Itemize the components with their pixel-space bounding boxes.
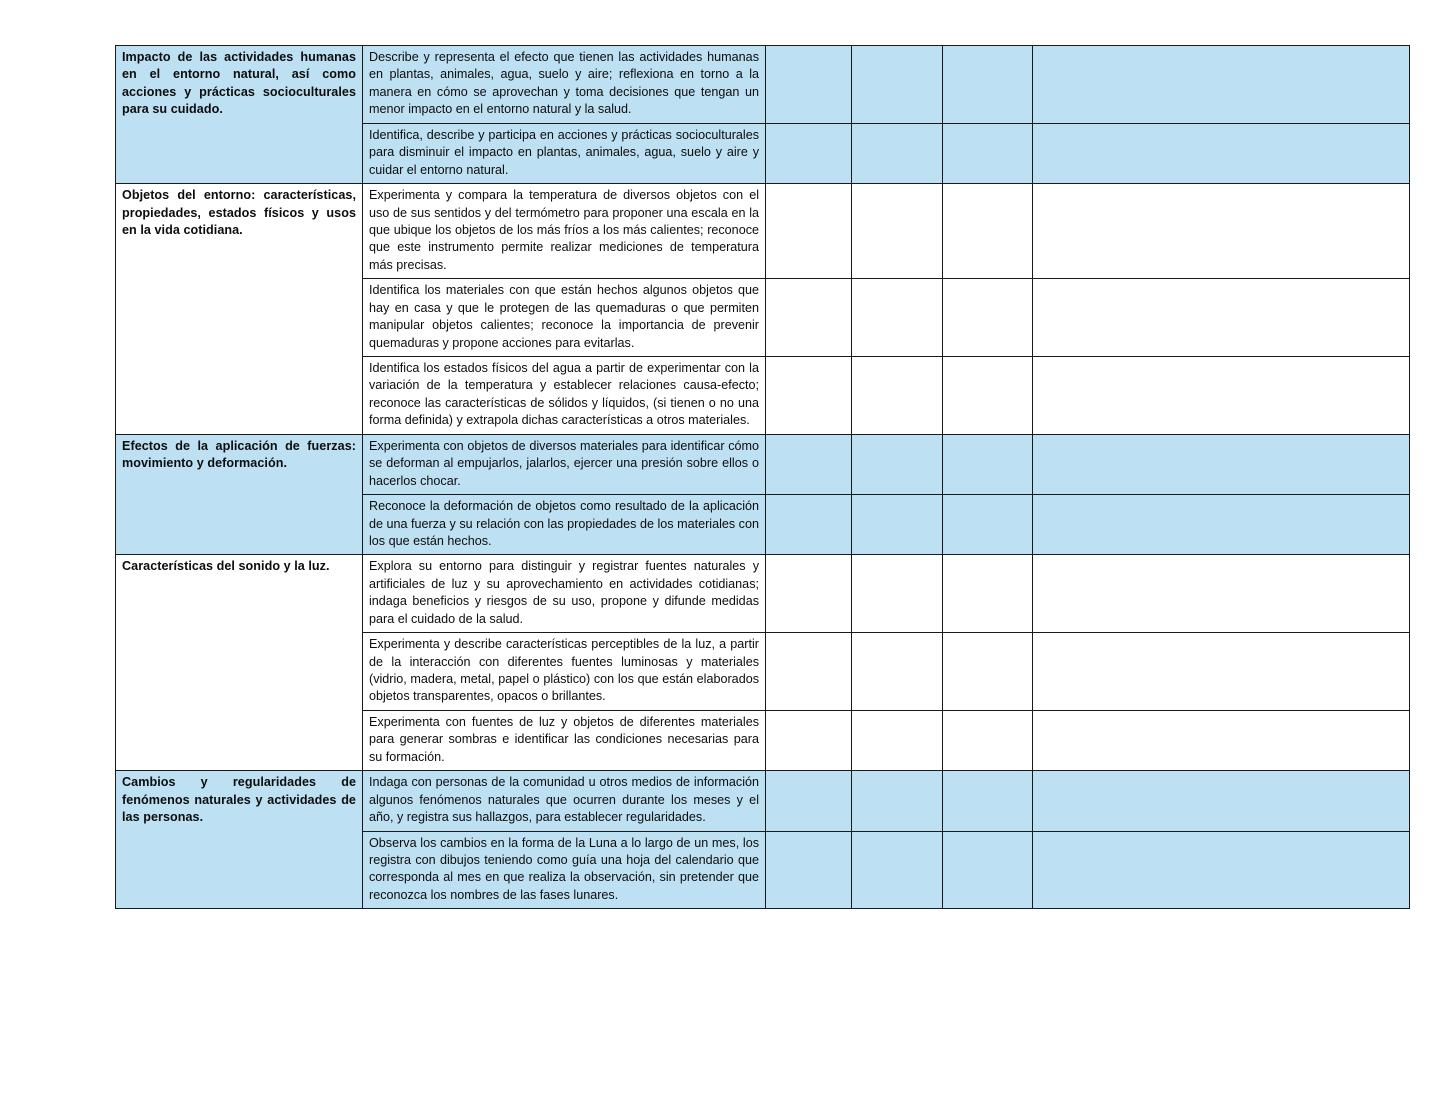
empty-cell-col3[interactable] (766, 357, 852, 435)
learning-cell: Identifica los materiales con que están hechos algunos objetos que hay en casa y que le protegen de las quemaduras o que permiten manipular objetos calientes; reconoce la importancia de prevenir quemaduras y propone acciones para evitarlas. (363, 279, 766, 357)
empty-cell-col3[interactable] (766, 495, 852, 555)
empty-cell-col4[interactable] (852, 123, 943, 183)
learning-cell: Experimenta y compara la temperatura de diversos objetos con el uso de sus sentidos y del termómetro para proponer una escala en la que ubique los objetos de los más fríos a los más calientes; reconoce que este instrumento permite realizar mediciones de temperatura más precisas. (363, 184, 766, 279)
theme-cell-sonido-luz (116, 555, 363, 771)
learning-cell: Experimenta y describe características perceptibles de la luz, a partir de la interacción con diferentes fuentes luminosas y materiales (vidrio, madera, metal, papel o plástico) con los que están elaborados objetos transparentes, opacos o brillantes. (363, 633, 766, 711)
learning-cell: Reconoce la deformación de objetos como resultado de la aplicación de una fuerza y su relación con las propiedades de los materiales con los que están hechos. (363, 495, 766, 555)
empty-cell-col4[interactable] (852, 279, 943, 357)
empty-cell-col5[interactable] (943, 184, 1033, 279)
empty-cell-col6[interactable] (1033, 357, 1410, 435)
empty-cell-col6[interactable] (1033, 123, 1410, 183)
empty-cell-col5[interactable] (943, 495, 1033, 555)
empty-cell-col6[interactable] (1033, 279, 1410, 357)
empty-cell-col5[interactable] (943, 710, 1033, 770)
empty-cell-col4[interactable] (852, 434, 943, 494)
theme-label: Efectos de la aplicación de fuerzas: movimiento y deformación. (122, 438, 356, 471)
empty-cell-col5[interactable] (943, 771, 1033, 831)
theme-cell-cambios (116, 771, 363, 909)
empty-cell-col6[interactable] (1033, 46, 1410, 124)
table-row (116, 434, 1410, 494)
empty-cell-col5[interactable] (943, 831, 1033, 909)
empty-cell-col4[interactable] (852, 357, 943, 435)
empty-cell-col3[interactable] (766, 184, 852, 279)
empty-cell-col6[interactable] (1033, 771, 1410, 831)
empty-cell-col6[interactable] (1033, 633, 1410, 711)
empty-cell-col3[interactable] (766, 633, 852, 711)
learning-cell: Identifica los estados físicos del agua a partir de experimentar con la variación de la temperatura y establecer relaciones causa-efecto; reconoce las características de sólidos y líquidos, (si tienen o no una forma definida) y extrapola dichas características a otros materiales. (363, 357, 766, 435)
theme-cell-objetos (116, 184, 363, 435)
empty-cell-col3[interactable] (766, 771, 852, 831)
table-row (116, 555, 1410, 633)
empty-cell-col3[interactable] (766, 831, 852, 909)
empty-cell-col5[interactable] (943, 555, 1033, 633)
empty-cell-col4[interactable] (852, 184, 943, 279)
learning-cell: Experimenta con objetos de diversos materiales para identificar cómo se deforman al empujarlos, jalarlos, ejercer una presión sobre ellos o hacerlos chocar. (363, 434, 766, 494)
learning-cell: Explora su entorno para distinguir y registrar fuentes naturales y artificiales de luz y su aprovechamiento en actividades cotidianas; indaga beneficios y riesgos de su uso, propone y difunde medidas para el cuidado de la salud. (363, 555, 766, 633)
table-row (116, 46, 1410, 124)
theme-label: Impacto de las actividades humanas en el entorno natural, así como acciones y prácticas socioculturales para su cuidado. (122, 50, 356, 117)
theme-cell-impacto (116, 46, 363, 184)
empty-cell-col5[interactable] (943, 357, 1033, 435)
empty-cell-col4[interactable] (852, 46, 943, 124)
empty-cell-col5[interactable] (943, 279, 1033, 357)
empty-cell-col3[interactable] (766, 123, 852, 183)
empty-cell-col6[interactable] (1033, 495, 1410, 555)
empty-cell-col6[interactable] (1033, 434, 1410, 494)
empty-cell-col6[interactable] (1033, 184, 1410, 279)
learning-cell: Experimenta con fuentes de luz y objetos de diferentes materiales para generar sombras e identificar las condiciones necesarias para su formación. (363, 710, 766, 770)
empty-cell-col4[interactable] (852, 633, 943, 711)
empty-cell-col4[interactable] (852, 710, 943, 770)
learning-cell: Indaga con personas de la comunidad u otros medios de información algunos fenómenos naturales que ocurren durante los meses y el año, y registra sus hallazgos, para establecer regularidades. (363, 771, 766, 831)
learning-cell: Describe y representa el efecto que tienen las actividades humanas en plantas, animales, agua, suelo y aire; reflexiona en torno a la manera en cómo se aprovechan y toma decisiones que tengan un menor impacto en el entorno natural y la salud. (363, 46, 766, 124)
empty-cell-col6[interactable] (1033, 555, 1410, 633)
theme-label: Cambios y regularidades de fenómenos naturales y actividades de las personas. (122, 775, 356, 825)
empty-cell-col4[interactable] (852, 495, 943, 555)
empty-cell-col4[interactable] (852, 555, 943, 633)
learning-cell: Identifica, describe y participa en acciones y prácticas socioculturales para disminuir el impacto en plantas, animales, agua, suelo y aire y cuidar el entorno natural. (363, 123, 766, 183)
theme-label: Objetos del entorno: características, propiedades, estados físicos y usos en la vida cotidiana. (122, 188, 356, 237)
empty-cell-col5[interactable] (943, 633, 1033, 711)
table-row (116, 771, 1410, 831)
empty-cell-col3[interactable] (766, 555, 852, 633)
empty-cell-col4[interactable] (852, 771, 943, 831)
empty-cell-col5[interactable] (943, 123, 1033, 183)
empty-cell-col5[interactable] (943, 434, 1033, 494)
table-row (116, 184, 1410, 279)
theme-label: Características del sonido y la luz. (122, 559, 330, 574)
learning-cell: Observa los cambios en la forma de la Luna a lo largo de un mes, los registra con dibujos teniendo como guía una hoja del calendario que corresponda al mes en que realiza la observación, sin pretender que reconozca los nombres de las fases lunares. (363, 831, 766, 909)
empty-cell-col4[interactable] (852, 831, 943, 909)
empty-cell-col6[interactable] (1033, 710, 1410, 770)
empty-cell-col3[interactable] (766, 710, 852, 770)
empty-cell-col3[interactable] (766, 46, 852, 124)
theme-cell-fuerzas (116, 434, 363, 555)
empty-cell-col6[interactable] (1033, 831, 1410, 909)
curriculum-table-body (116, 46, 1410, 909)
empty-cell-col3[interactable] (766, 434, 852, 494)
empty-cell-col5[interactable] (943, 46, 1033, 124)
curriculum-table (115, 45, 1410, 909)
empty-cell-col3[interactable] (766, 279, 852, 357)
